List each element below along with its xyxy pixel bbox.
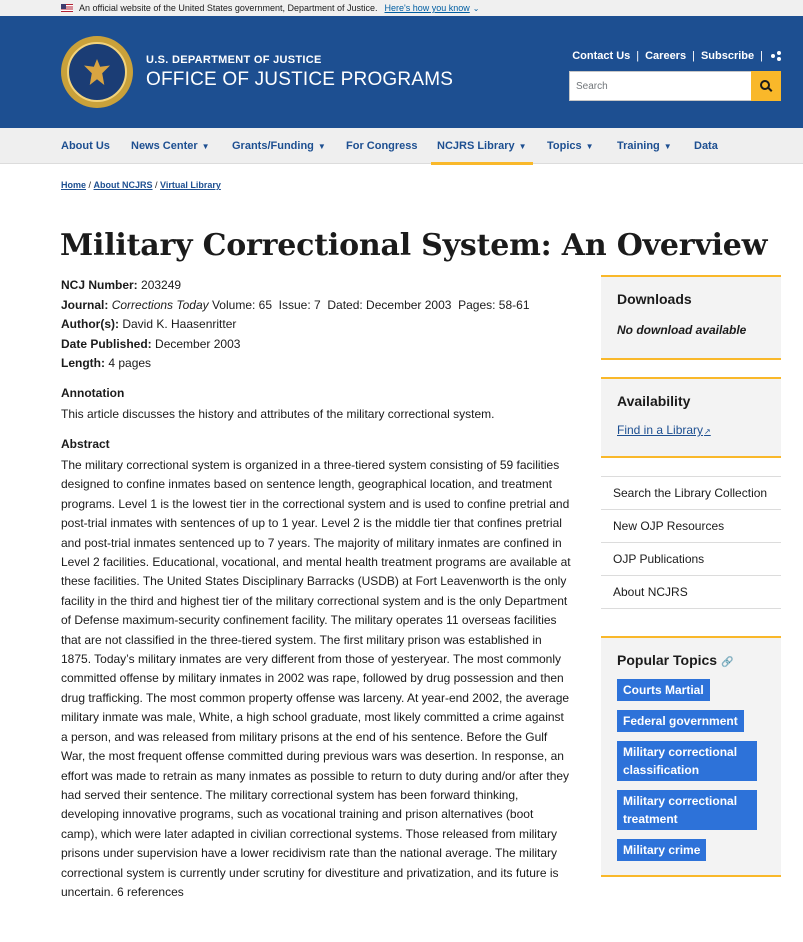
chevron-down-icon: ▼ bbox=[585, 142, 594, 151]
date-label: Date Published: bbox=[61, 336, 152, 351]
department-name: U.S. DEPARTMENT OF JUSTICE bbox=[146, 54, 322, 66]
length-value: 4 pages bbox=[108, 356, 152, 370]
annotation-heading: Annotation bbox=[61, 386, 125, 400]
sidebar-link-new-ojp-resources[interactable]: New OJP Resources bbox=[601, 509, 781, 542]
subscribe-link[interactable]: Subscribe bbox=[700, 50, 755, 62]
divider: | bbox=[636, 50, 640, 62]
main-nav bbox=[0, 128, 803, 164]
search-icon bbox=[760, 80, 770, 90]
topic-tag[interactable]: Federal government bbox=[617, 710, 744, 732]
sidebar-link-about-ncjrs[interactable]: About NCJRS bbox=[601, 575, 781, 609]
chevron-down-icon[interactable]: ⌄ bbox=[472, 3, 480, 13]
sidebar-link-search-library[interactable]: Search the Library Collection bbox=[601, 476, 781, 509]
nav-grants-funding[interactable]: Grants/Funding ▼ bbox=[232, 140, 326, 152]
ncj-number: 203249 bbox=[141, 278, 182, 292]
availability-box bbox=[601, 377, 781, 458]
availability-title: Availability bbox=[617, 393, 691, 409]
office-name: OFFICE OF JUSTICE PROGRAMS bbox=[146, 69, 454, 90]
careers-link[interactable]: Careers bbox=[645, 50, 687, 62]
us-flag-icon bbox=[61, 4, 73, 12]
utility-links bbox=[572, 50, 781, 62]
search-form bbox=[569, 71, 781, 101]
nav-about-us[interactable]: About Us bbox=[61, 140, 110, 152]
annotation-text: This article discusses the history and attributes of the military correctional system. bbox=[61, 407, 495, 421]
no-download-text: No download available bbox=[617, 323, 747, 337]
nav-ncjrs-library[interactable]: NCJRS Library ▼ bbox=[437, 128, 527, 164]
breadcrumb-virtual-library[interactable]: Virtual Library bbox=[160, 180, 221, 190]
topic-tag[interactable]: Military crime bbox=[617, 839, 706, 861]
search-button[interactable] bbox=[751, 71, 781, 101]
author-name: David K. Haasenritter bbox=[122, 317, 237, 331]
abstract-text: The military correctional system is organized in a three-tiered system consisting of 59 facilities designed to confine inmates based on sentence length, geographical location, and treatment programs. Level 1 is the lowest tier in the correctional system and is used to confine pretrial and post-trial inmates with sentences of up to 1 year. Level 2 is the middle tier that confines pretrial and post-trial inmates sentenced up to 7 years. The majority of military inmates are confined in Level 2 facilities. Educational, vocational, and mental health treatment programs are available at these facilities. The United States Disciplinary Barracks (USDB) at Fort Leavenworth is the only facility in the third and highest tier of the military correctional system and is the only Department of Defense maximum-security confinement facility. The military operates 11 overseas facilities that are not classified in the three-tiered system. The first military prison was established in 1875. Today’s military inmates are very different from those of yesteryear. The most commonly committed offense by military inmates in 2002 was rape, followed by drug possession and then drug trafficking. The most common property offense was larceny. At year-end 2002, the average military inmate was male, White, a high school graduate, most likely committed a crime against a person, and was released from military prisons at the end of his sentence. Before the Gulf War, the most frequent offense committed during previous wars was desertion. In response, an effort was made to retrain as many inmates as possible to return to duty during and/or after they had served their sentence. The military correctional system has been forward thinking, developing innovative programs, such as vocational training and prison alternatives (boot camp), which were later adapted in civilian correctional systems. Those released from military prisons under supervision have a lower recidivism rate than the national average. The military correctional system is currently under scrutiny for divestiture and privatization, and its future is uncertain. 6 references bbox=[61, 458, 571, 899]
ncj-label: NCJ Number: bbox=[61, 278, 138, 292]
nav-for-congress[interactable]: For Congress bbox=[346, 140, 418, 152]
eagle-icon bbox=[84, 59, 110, 85]
downloads-title: Downloads bbox=[617, 291, 692, 307]
journal-label: Journal: bbox=[61, 297, 109, 312]
share-icon[interactable] bbox=[771, 51, 781, 61]
official-banner bbox=[0, 0, 803, 16]
breadcrumb-about-ncjrs[interactable]: About NCJRS bbox=[93, 180, 153, 190]
breadcrumb: Home / About NCJRS / Virtual Library bbox=[61, 180, 221, 190]
chevron-down-icon: ▼ bbox=[518, 142, 527, 151]
chevron-down-icon: ▼ bbox=[201, 142, 210, 151]
topic-tag[interactable]: Military correctional classification bbox=[617, 741, 757, 781]
page-title: Military Correctional System: An Overview bbox=[60, 228, 768, 263]
divider: | bbox=[692, 50, 695, 62]
popular-topics-box bbox=[601, 636, 781, 877]
length-label: Length: bbox=[61, 356, 105, 370]
date-published: December 2003 bbox=[155, 336, 241, 351]
nav-topics[interactable]: Topics ▼ bbox=[547, 140, 594, 152]
agency-name[interactable] bbox=[146, 54, 453, 91]
nav-training[interactable]: Training ▼ bbox=[617, 140, 672, 152]
downloads-box bbox=[601, 275, 781, 360]
nav-data[interactable]: Data bbox=[694, 140, 718, 152]
abstract-heading: Abstract bbox=[61, 437, 110, 451]
link-icon[interactable]: 🔗 bbox=[721, 657, 734, 668]
site-header bbox=[0, 16, 803, 128]
external-link-icon: ↗ bbox=[704, 427, 711, 436]
heres-how-you-know-link[interactable]: Here's how you know bbox=[384, 3, 470, 13]
breadcrumb-home[interactable]: Home bbox=[61, 180, 87, 190]
chevron-down-icon: ▼ bbox=[317, 142, 326, 151]
author-label: Author(s): bbox=[61, 317, 119, 331]
doj-seal-logo[interactable] bbox=[61, 36, 133, 108]
sidebar-links bbox=[601, 476, 781, 609]
topic-tag[interactable]: Courts Martial bbox=[617, 679, 710, 701]
official-banner-text: An official website of the United States government, Department of Justice. bbox=[79, 3, 378, 13]
journal-name: Corrections Today bbox=[111, 297, 209, 312]
sidebar-link-ojp-publications[interactable]: OJP Publications bbox=[601, 542, 781, 575]
record-metadata bbox=[61, 276, 581, 374]
topic-tag[interactable]: Military correctional treatment bbox=[617, 790, 757, 830]
journal-details: Volume: 65 Issue: 7 Dated: December 2003 Pages: 58-61 bbox=[211, 297, 530, 312]
popular-topics-title: Popular Topics 🔗 bbox=[617, 652, 734, 668]
chevron-down-icon: ▼ bbox=[663, 142, 672, 151]
find-in-library-link[interactable]: Find in a Library↗ bbox=[617, 423, 711, 437]
search-input[interactable] bbox=[569, 71, 751, 101]
contact-us-link[interactable]: Contact Us bbox=[572, 50, 631, 62]
divider: | bbox=[760, 50, 763, 62]
nav-news-center[interactable]: News Center ▼ bbox=[131, 140, 210, 152]
